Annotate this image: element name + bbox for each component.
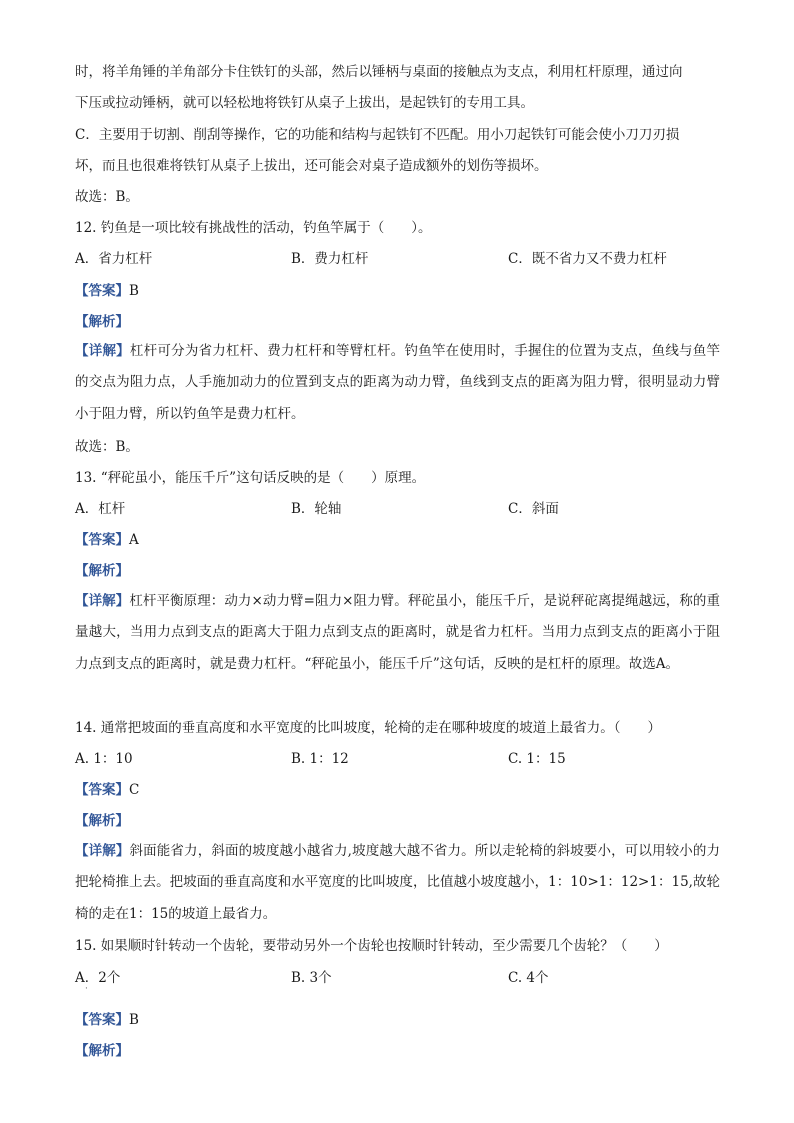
analysis-label: 【解析】 xyxy=(75,314,129,330)
q12-option-c: C．既不省力又不费力杠杆 xyxy=(508,251,667,267)
q14-stem: 14. 通常把坡面的垂直高度和水平宽度的比叫坡度，轮椅的走在哪种坡度的坡道上最省力。（ ） xyxy=(75,720,662,736)
detail-label: 【详解】 xyxy=(75,593,130,609)
q15-option-b: B. 3个 xyxy=(291,970,332,986)
q14-detail xyxy=(75,836,720,930)
analysis-label: 【解析】 xyxy=(75,1043,129,1059)
q14-answer-line xyxy=(75,780,139,800)
detail-label: 【详解】 xyxy=(75,843,130,859)
q14-detail-text: 斜面能省力，斜面的坡度越小越省力,坡度越大越不省力。所以走轮椅的斜坡要小，可以用较小的力把轮椅推上去。把坡面的垂直高度和水平宽度的比叫坡度，比值越小坡度越小，1：10>1：12>1：15,故轮椅的走在1：15的坡道上最省力。 xyxy=(75,843,720,922)
q15-option-a: A．2个 xyxy=(75,970,121,986)
q11-detail-line: 下压或拉动锤柄，就可以轻松地将铁钉从桌子上拔出，是起铁钉的专用工具。 xyxy=(75,95,534,111)
q14-answer-value: C xyxy=(129,782,140,798)
q13-detail-text: 杠杆平衡原理：动力×动力臂=阻力×阻力臂。秤砣虽小，能压千斤，是说秤砣离提绳越远，称的重量越大，当用力点到支点的距离大于阻力点到支点的距离时，就是省力杠杆。当用力点到支点的距离小于阻力点到支点的距离时，就是费力杠杆。“秤砣虽小，能压千斤”这句话，反映的是杠杆的原理。故选A。 xyxy=(75,593,721,672)
answer-label: 【答案】 xyxy=(75,782,129,798)
answer-label: 【答案】 xyxy=(75,1012,129,1028)
q12-detail-text: 杠杆可分为省力杠杆、费力杠杆和等臂杠杆。钓鱼竿在使用时，手握住的位置为支点，鱼线与鱼竿的交点为阻力点，人手施加动力的位置到支点的距离为动力臂，鱼线到支点的距离为阻力臂，很明显动力臂小于阻力臂，所以钓鱼竿是费力杠杆。 xyxy=(75,343,721,422)
q12-answer-value: B xyxy=(129,283,139,299)
q15-option-c: C. 4个 xyxy=(508,970,549,986)
q14-option-a: A. 1：10 xyxy=(75,751,133,767)
q13-option-c: C．斜面 xyxy=(508,501,559,517)
q11-detail-line: 坏，而且也很难将铁钉从桌子上拔出，还可能会对桌子造成额外的划伤等损坏。 xyxy=(75,158,548,174)
detail-label: 【详解】 xyxy=(75,343,130,359)
q14-option-c: C. 1：15 xyxy=(508,751,566,767)
analysis-label: 【解析】 xyxy=(75,813,129,829)
q14-analysis-label xyxy=(75,811,129,831)
q15-analysis-label xyxy=(75,1041,129,1061)
answer-label: 【答案】 xyxy=(75,532,129,548)
q11-detail-line: C．主要用于切割、削刮等操作，它的功能和结构与起铁钉不匹配。用小刀起铁钉可能会使小刀刀刃损 xyxy=(75,127,680,143)
q11-detail-line: 时，将羊角锤的羊角部分卡住铁钉的头部，然后以锤柄与桌面的接触点为支点，利用杠杆原理，通过向 xyxy=(75,64,683,80)
q12-option-a: A．省力杠杆 xyxy=(75,251,153,267)
q15-answer-value: B xyxy=(129,1012,139,1028)
q11-choice: 故选：B。 xyxy=(75,189,139,205)
q13-option-a: A．杠杆 xyxy=(75,501,126,517)
q13-analysis-label xyxy=(75,561,129,581)
q12-stem: 12. 钓鱼是一项比较有挑战性的活动，钓鱼竿属于（ ）。 xyxy=(75,220,432,236)
q13-answer-line xyxy=(75,530,139,550)
q14-option-b: B. 1：12 xyxy=(291,751,349,767)
q12-analysis-label xyxy=(75,312,129,332)
analysis-label: 【解析】 xyxy=(75,563,129,579)
q15-answer-line xyxy=(75,1010,139,1030)
q13-detail xyxy=(75,586,720,680)
q12-option-b: B．费力杠杆 xyxy=(291,251,369,267)
q13-stem: 13. “秤砣虽小，能压千斤”这句话反映的是（ ）原理。 xyxy=(75,470,426,486)
q15-stem: 15. 如果顺时针转动一个齿轮，要带动另外一个齿轮也按顺时针转动，至少需要几个齿轮？（ ） xyxy=(75,938,668,954)
q13-answer-value: A xyxy=(129,532,139,548)
stray-dot-mark: · xyxy=(85,984,88,994)
q12-choice: 故选：B。 xyxy=(75,439,139,455)
answer-label: 【答案】 xyxy=(75,283,129,299)
q12-detail xyxy=(75,336,720,430)
q12-answer-line xyxy=(75,281,139,301)
q13-option-b: B．轮轴 xyxy=(291,501,342,517)
